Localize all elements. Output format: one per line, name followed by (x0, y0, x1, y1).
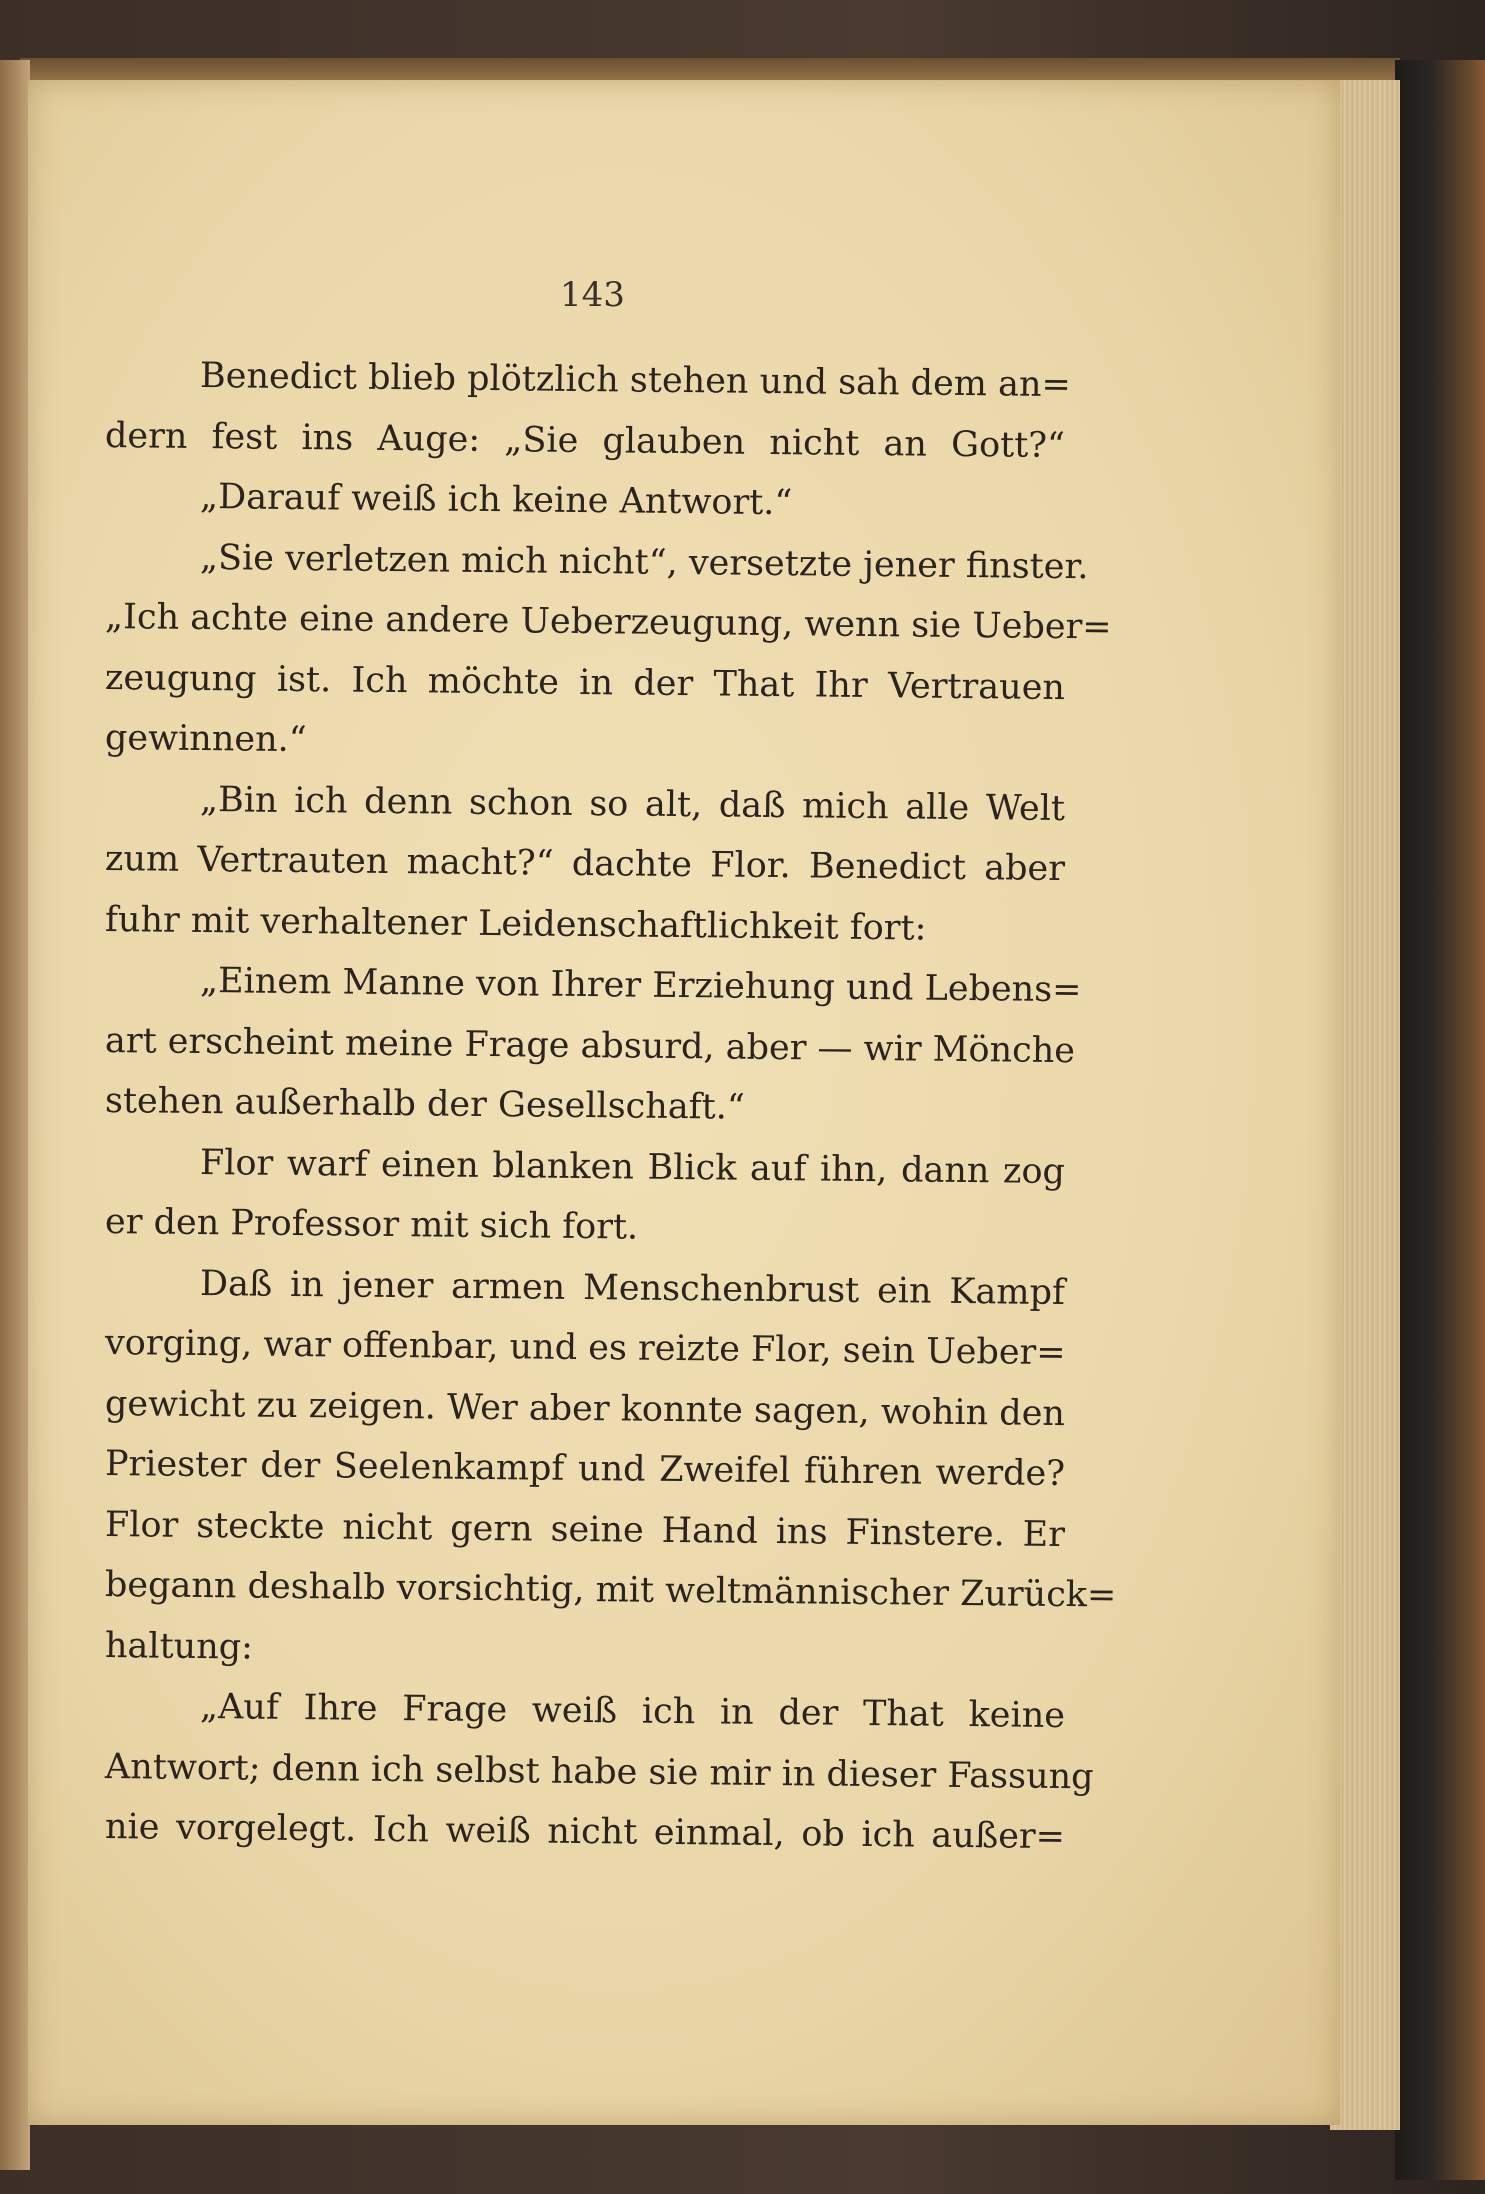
book-left-edge (0, 60, 30, 2170)
text-line: „Bin ich denn schon so alt, daß mich alle Welt (199, 779, 1066, 829)
text-line: begann deshalb vorsichtig, mit weltmännischer Zurück= (104, 1565, 1117, 1616)
text-line: zeugung ist. Ich möchte in der That Ihr Vertrauen (104, 657, 1066, 708)
text-line: Daß in jener armen Menschenbrust ein Kampf (199, 1263, 1066, 1313)
text-line: haltung: (104, 1625, 254, 1668)
text-line: „Auf Ihre Frage weiß ich in der That keine (199, 1686, 1066, 1737)
text-line: Benedict blieb plötzlich stehen und sah dem an= (199, 355, 1072, 406)
text-line: gewinnen.“ (104, 718, 307, 761)
text-line: „Ich achte eine andere Ueberzeugung, wenn sie Ueber= (104, 597, 1112, 648)
text-line: „Sie verletzen mich nicht“, versetzte jener finster. (199, 537, 1089, 587)
text-line: fuhr mit verhaltener Leidenschaftlichkeit fort: (104, 899, 927, 949)
text-line: Priester der Seelenkampf und Zweifel führen werde? (104, 1444, 1066, 1495)
text-line: Flor steckte nicht gern seine Hand ins Finstere. Er (104, 1504, 1066, 1555)
text-line: dern fest ins Auge: „Sie glauben nicht an Gott?“ (104, 415, 1066, 466)
text-line: „Darauf weiß ich keine Antwort.“ (199, 476, 793, 524)
text-line: Antwort; denn ich selbst habe sie mir in dieser Fassung (104, 1746, 1094, 1797)
text-line: er den Professor mit sich fort. (104, 1202, 639, 1248)
text-line: zum Vertrauten macht?“ dachte Flor. Benedict aber (104, 839, 1066, 890)
text-line: art erscheint meine Frage absurd, aber — wir Mönche (104, 1020, 1076, 1071)
page-text-block (104, 345, 1117, 1858)
book-back-cover (1395, 60, 1485, 2180)
page-number: 143 (560, 275, 625, 315)
text-line: stehen außerhalb der Gesellschaft.“ (104, 1081, 745, 1128)
text-line: „Einem Manne von Ihrer Erziehung und Lebens= (199, 960, 1082, 1011)
text-line: Flor warf einen blanken Blick auf ihn, dann zog (199, 1142, 1066, 1192)
text-line: nie vorgelegt. Ich weiß nicht einmal, ob ich außer= (104, 1807, 1066, 1858)
text-line: gewicht zu zeigen. Wer aber konnte sagen, wohin den (104, 1383, 1066, 1434)
text-line: vorging, war offenbar, und es reizte Flor, sein Ueber= (104, 1323, 1066, 1374)
page-stack-edge (1330, 80, 1400, 2130)
